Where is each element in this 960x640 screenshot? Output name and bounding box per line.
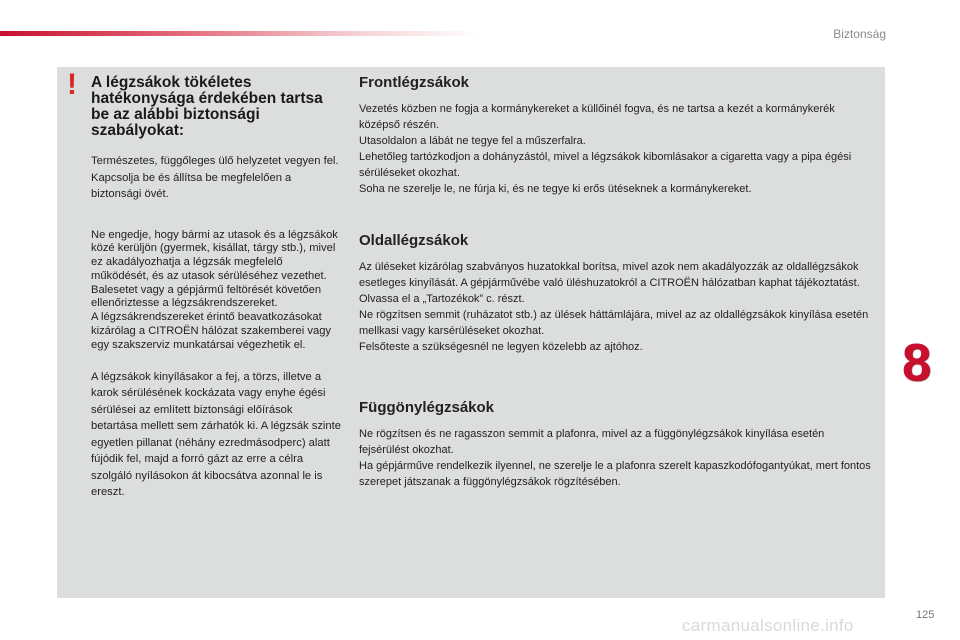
header-accent-bar xyxy=(0,31,480,36)
section-title-side: Oldallégzsákok xyxy=(359,231,469,249)
warning-paragraph-2: Ne engedje, hogy bármi az utasok és a légzsákok közé kerüljön (gyermek, kisállat, tárgy stb.), mivel ez akadályozhatja a légzsák megfelelő működését, és az utasok sérüléséhez vezethet. Balesetet vagy a gépjármű feltörését követően ellenőriztesse a légzsákrendszereket. A légzsákrendszereket érintő beavatkozásokat kizárólag a CITROËN hálózat szakemberei vagy egy szakszerviz munkatársai végezhetik el. xyxy=(91,228,338,351)
chapter-number: 8 xyxy=(902,334,931,392)
warning-paragraph-3: A légzsákok kinyílásakor a fej, a törzs, illetve a karok sérülésének kockázata vagy enyhe égési sérülései az említett biztonsági előírások betartása mellett sem zárhatók ki. A légzsák szinte egyetlen pillanat (néhány ezredmásodperc) alatt fújódik fel, majd a forró gázt az erre a célra szolgáló nyílásokon át kibocsátva azonnal le is ereszt. xyxy=(91,370,341,499)
warning-column xyxy=(91,75,341,501)
warning-paragraph-1: Természetes, függőleges ülő helyzetet vegyen fel. Kapcsolja be és állítsa be megfelelően a biztonsági övét. xyxy=(91,155,339,200)
section-title-front: Frontlégzsákok xyxy=(359,74,470,91)
section-text-front: Vezetés közben ne fogja a kormánykereket a küllőinél fogva, és ne tartsa a kezét a kormánykerék középső részén. Utasoldalon a lábát ne tegye fel a műszerfalra. Lehetőleg tartózkodjon a dohányzástól, mivel a légzsákok kibomlásakor a cigaretta vagy a pipa égési sérüléseket okozhat. Soha ne szerelje le, ne fúrja ki, és ne tegye ki erős ütéseknek a kormánykereket. xyxy=(359,103,852,196)
exclamation-icon: ! xyxy=(67,68,77,101)
section-title-curtain: Függönylégzsákok xyxy=(359,399,495,417)
section-curtain-airbags xyxy=(359,399,874,490)
page-number: 125 xyxy=(916,609,935,621)
warning-title: A légzsákok tökéletes hatékonysága érdekében tartsa be az alábbi biztonsági szabályokat: xyxy=(91,74,323,139)
section-side-airbags xyxy=(359,232,874,356)
airbag-sections xyxy=(359,74,874,491)
section-front-airbags xyxy=(359,74,874,198)
content-panel xyxy=(57,67,885,598)
section-text-side: Az üléseket kizárólag szabványos huzatokkal borítsa, mivel azok nem akadályozzák az oldallégzsákok esetleges kinyílását. A gépjárművébe való üléshuzatokról a CITROËN hálózatban kaphat tájékoztatást. Olvassa el a „Tartozékok” c. részt. Ne rögzítsen semmit (ruházatot stb.) az ülések háttámlájára, mivel az az oldallégzsákok kinyílása esetén mellkasi vagy karsérüléseket okozhat. Felsőteste a szükségesnél ne legyen közelebb az ajtóhoz. xyxy=(359,260,869,354)
section-text-curtain: Ne rögzítsen és ne ragasszon semmit a plafonra, mivel az a függönylégzsákok kinyílása esetén fejsérülést okozhat. Ha gépjárműve rendelkezik ilyennel, ne szerelje le a plafonra szerelt kapaszkodófogantyúkat, mert fontos szerepet játszanak a függönylégzsákok rögzítésében. xyxy=(359,428,871,489)
section-title: Biztonság xyxy=(833,27,886,41)
watermark: carmanualsonline.info xyxy=(682,616,854,635)
